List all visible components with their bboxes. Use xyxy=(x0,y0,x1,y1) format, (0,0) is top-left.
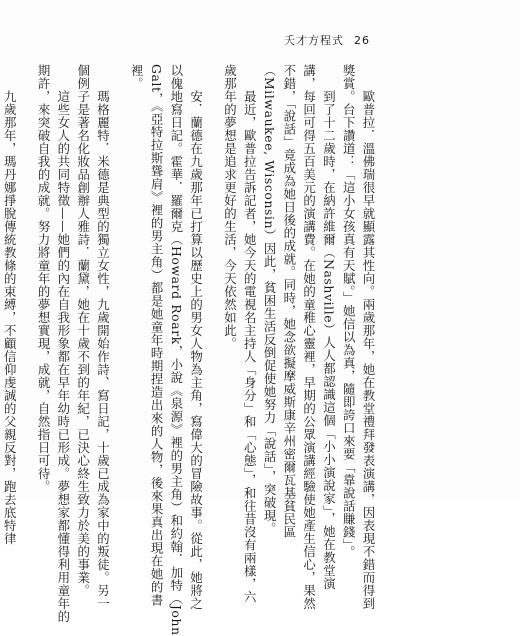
text-line: （Milwaukee, Wisconsin）因此，貧困生活反倒促使她努力「說話」，突破現。 xyxy=(262,64,278,535)
text-line: 講，每回可得五百美元的演講費。在她的童稚心靈裡，早期的公眾演講經驗使她產生信心，果然 xyxy=(301,64,317,610)
text-line: 以傀地寫日記。霍華．羅爾克（Howard Roark，小說《泉源》裡的男主角）和約翰．加特（John xyxy=(168,64,184,636)
text-line: 不錯，「說話」竟成為她日後的成就。同時，她念欲擬摩威斯康辛州密爾瓦基貧民區 xyxy=(281,64,297,539)
text-line: 九歲那年，瑪丹娜掙脫傳統教條的束縛，不顧信仰虔誠的父親反對，跑去底特律 xyxy=(2,64,18,545)
text-line: 瑪格麗特．米德是典型的獨立女性，九歲開始作詩、寫日記，十歲已成為家中的叛徒。另一 xyxy=(95,64,111,610)
text-line: 獎賞。台下讚道：「這小女孩真有天賦。」她信以為真，隨即誇口來要「靠說話賺錢」。 xyxy=(341,64,357,559)
text-line: 歐普拉．溫佛瑞很早就顯露其性向。兩歲那年，她在教堂禮拜發表演講，因表現不錯而得到 xyxy=(361,64,376,610)
text-line: 這些女人的共同特徵——她們的內在自我形象都在早年幼時已形成。夢想家都懂得利用童年的 xyxy=(55,64,71,623)
paragraph-gap xyxy=(112,64,126,484)
text-line: 個例子是著名化妝品創辦人雅詩．蘭黛，她在十歲不到的年紀，已決心終生致力於美的事業。 xyxy=(75,64,91,597)
running-header-title: 夭才方程式 xyxy=(284,34,344,47)
text-line: 最近，歐普拉告訴記者，她今天的電視名主持人「身分」和「心態」，和往昔沒有兩樣，六 xyxy=(242,64,258,604)
paragraph-gap xyxy=(19,64,33,484)
paragraph-gap xyxy=(206,64,220,484)
text-line: 裡。 xyxy=(129,64,145,90)
text-line: 期許，來突破自我的成就。努力將童年的夢想實現，成就，自然指日可待。 xyxy=(36,64,52,493)
text-line: 歲那年的夢想是追求更好的生活，今天依然如此。 xyxy=(222,64,238,350)
text-line: 安．蘭德在九歲那年已打算以歷史上的男女人物為主角，寫偉大的冒險故事。從此，她將之 xyxy=(188,64,204,610)
text-line: 到了十二歲時，在納許維爾（Nashville）人人都認識這個「小小演說家」，她在教堂演 xyxy=(321,64,337,590)
text-line: Galt，《亞特拉斯聳肩》裡的男主角）都是她童年時期捏造出來的人物，後來果真出現在她的書 xyxy=(149,64,165,607)
running-header xyxy=(284,32,370,48)
page-number: 26 xyxy=(354,34,370,47)
body-text xyxy=(0,64,378,636)
